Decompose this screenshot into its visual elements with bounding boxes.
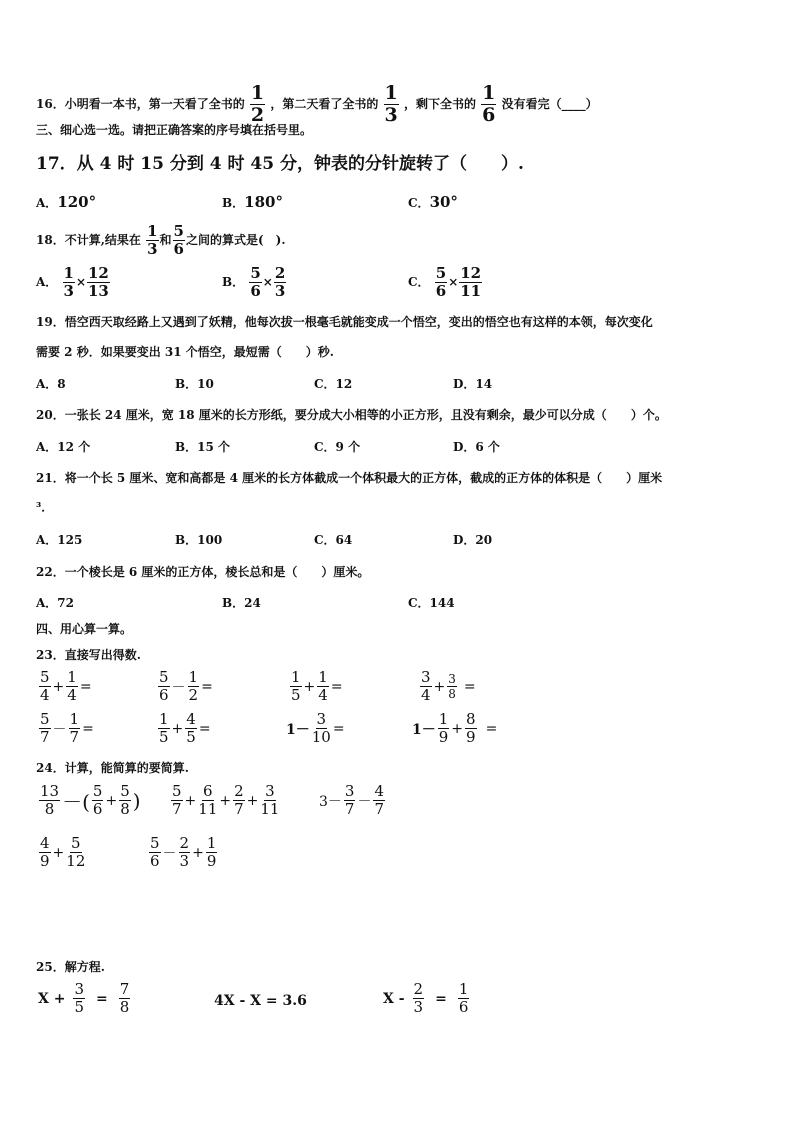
q19-option-d: D．14: [453, 377, 493, 391]
q16-text-c: ，剩下全书的: [403, 97, 476, 111]
q22-option-b: B．24: [222, 596, 261, 610]
question-16: [36, 84, 598, 125]
q23-expression: $\frac{1}{5}$ + $\frac{4}{5}$ =: [159, 710, 211, 746]
q24-expression: $\frac{5}{6}$ － $\frac{2}{3}$ + $\frac{1}{9}$: [150, 834, 217, 870]
section-4-heading: 四、用心算一算。: [36, 622, 133, 636]
q23-expression: $\frac{5}{4}$ + $\frac{1}{4}$ =: [40, 668, 92, 704]
q19-option-c: C．12: [314, 377, 353, 391]
q20-option-a: A．12 个: [36, 440, 91, 454]
q23-expression: $\frac{1}{5}$ + $\frac{1}{4}$ =: [291, 668, 343, 704]
fraction: $\frac{1}{2}$: [250, 82, 265, 126]
q20-option-c: C．9 个: [314, 440, 361, 454]
q19-option-a: A．8: [36, 377, 66, 391]
question-21-line2: ³．: [36, 500, 54, 514]
q21-option-c: C．64: [314, 533, 353, 547]
q23-expression: 1－ $\frac{3}{10}$ =: [286, 710, 345, 746]
question-18: 18．不计算,结果在 $\frac{1}{3}$ 和 $\frac{5}{6}$ 之间的算式是( ).: [36, 222, 286, 258]
q21-option-d: D．20: [453, 533, 493, 547]
fraction: $\frac{1}{6}$: [482, 82, 496, 126]
equation: X + $\frac{3}{5}$ = $\frac{7}{8}$: [38, 980, 130, 1016]
question-23-title: 23．直接写出得数.: [36, 648, 141, 662]
q22-option-c: C．144: [408, 596, 455, 610]
q24-expression: 3－ $\frac{3}{7}$ － $\frac{4}{7}$: [319, 782, 385, 818]
q24-expression: $\frac{13}{8}$ －( $\frac{5}{6}$ + $\frac{5}{8}$ ): [40, 782, 141, 818]
q18-option-c: C． $\frac{5}{6}$ × $\frac{12}{11}$: [408, 264, 482, 300]
fraction: $\frac{5}{6}$: [173, 222, 184, 258]
q21-option-b: B．100: [175, 533, 223, 547]
question-24-title: 24．计算，能简算的要简算.: [36, 761, 189, 775]
question-19-line1: 19．悟空西天取经路上又遇到了妖精，他每次拔一根毫毛就能变成一个悟空，变出的悟空也有这样的本领，每次变化: [36, 315, 653, 329]
equation: 4X - X = 3.6: [214, 993, 307, 1009]
q24-expression: $\frac{5}{7}$ + $\frac{6}{11}$ + $\frac{2}{7}$ + $\frac{3}{11}$: [172, 782, 280, 818]
q23-expression: $\frac{5}{6}$ － $\frac{1}{2}$ =: [159, 668, 213, 704]
q18-option-b: B． $\frac{5}{6}$ × $\frac{2}{3}$: [222, 264, 286, 300]
q23-expression: $\frac{3}{4}$ + $\frac{3}{8}$ =: [421, 668, 476, 704]
equation: X - $\frac{2}{3}$ = $\frac{1}{6}$: [383, 980, 469, 1016]
q21-option-a: A．125: [36, 533, 83, 547]
q17-option-a: A．120°: [36, 193, 97, 211]
fraction: $\frac{1}{3}$: [384, 82, 398, 126]
q22-option-a: A．72: [36, 596, 75, 610]
q17-option-b: B．180°: [222, 193, 283, 211]
q17-option-c: C．30°: [408, 193, 458, 211]
q23-expression: 1－ $\frac{1}{9}$ + $\frac{8}{9}$ =: [412, 710, 498, 746]
q20-option-d: D．6 个: [453, 440, 500, 454]
q23-expression: $\frac{5}{7}$ － $\frac{1}{7}$ =: [40, 710, 94, 746]
q19-option-b: B．10: [175, 377, 214, 391]
q18-option-a: A． $\frac{1}{3}$ × $\frac{12}{13}$: [36, 264, 109, 300]
q20-option-b: B．15 个: [175, 440, 231, 454]
q16-text-b: ，第二天看了全书的: [270, 97, 379, 111]
question-25-title: 25．解方程.: [36, 960, 105, 974]
question-20: 20．一张长 24 厘米，宽 18 厘米的长方形纸，要分成大小相等的小正方形，且没有剩余，最少可以分成（ ）个。: [36, 408, 667, 422]
q24-expression: $\frac{4}{9}$ + $\frac{5}{12}$: [40, 834, 86, 870]
q16-text-a: 小明看一本书，第一天看了全书的: [64, 97, 245, 111]
question-19-line2: 需要 2 秒．如果要变出 31 个悟空，最短需（ ）秒.: [36, 345, 334, 359]
fraction: $\frac{1}{3}$: [147, 222, 158, 258]
q16-text-d: 没有看完（____）: [501, 97, 598, 111]
question-21-line1: 21．将一个长 5 厘米、宽和高都是 4 厘米的长方体截成一个体积最大的正方体，截成的正方体的体积是（ ）厘米: [36, 471, 663, 485]
question-17: 17．从 4 时 15 分到 4 时 45 分，钟表的分针旋转了（ ）.: [36, 154, 524, 174]
section-3-heading: 三、细心选一选。请把正确答案的序号填在括号里。: [36, 123, 313, 137]
q16-number: 16．: [36, 97, 65, 111]
question-22: 22．一个棱长是 6 厘米的正方体，棱长总和是（ ）厘米。: [36, 565, 370, 579]
